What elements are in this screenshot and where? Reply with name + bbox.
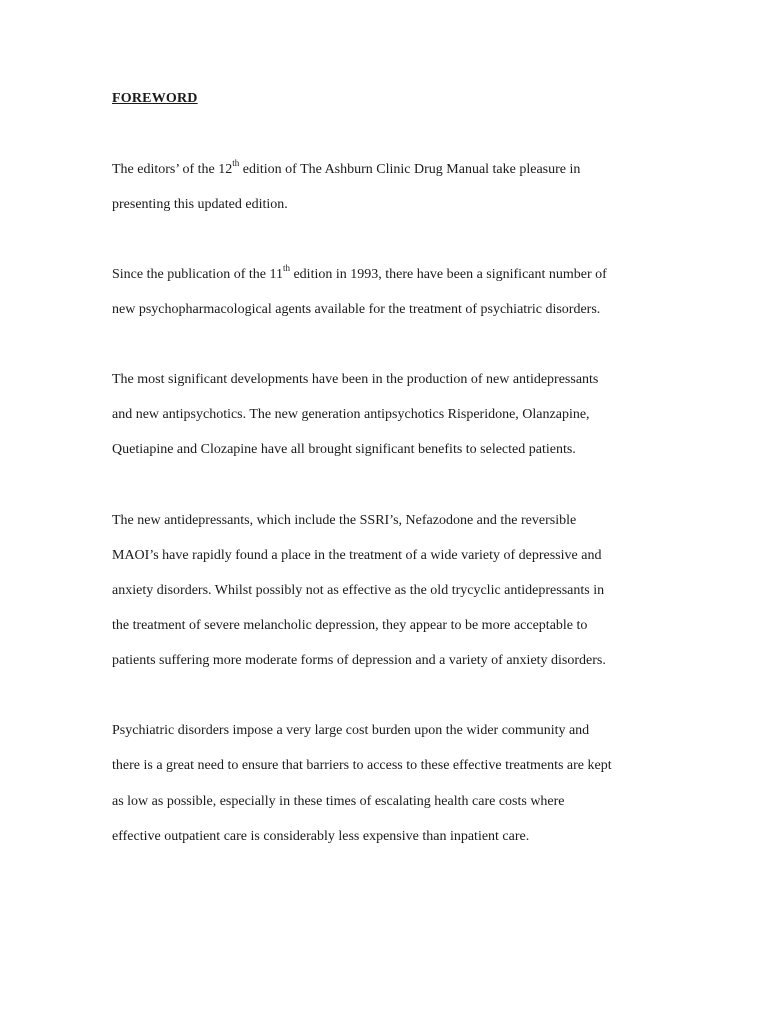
paragraph-5-line-1: Psychiatric disorders impose a very large cost burden upon the wider community and <box>112 723 590 738</box>
paragraph-2-line-2: new psychopharmacological agents available for the treatment of psychiatric disorders. <box>112 302 601 317</box>
paragraph-3-line-2: and new antipsychotics. The new generation antipsychotics Risperidone, Olanzapine, <box>112 407 590 422</box>
paragraph-3-line-1: The most significant developments have been in the production of new antidepressants <box>112 372 599 387</box>
paragraph-4-line-5: patients suffering more moderate forms of depression and a variety of anxiety disorders. <box>112 653 606 668</box>
paragraph-4-line-2: MAOI’s have rapidly found a place in the treatment of a wide variety of depressive and <box>112 548 602 563</box>
superscript: th <box>282 263 290 274</box>
superscript: th <box>232 158 240 169</box>
paragraph-1-line-1 <box>112 158 581 179</box>
paragraph-5-line-2: there is a great need to ensure that barriers to access to these effective treatments are kept <box>112 758 612 773</box>
paragraph-5-line-3: as low as possible, especially in these times of escalating health care costs where <box>112 794 565 809</box>
paragraph-4-line-4: the treatment of severe melancholic depression, they appear to be more acceptable to <box>112 618 588 633</box>
paragraph-3-line-3: Quetiapine and Clozapine have all brought significant benefits to selected patients. <box>112 442 576 457</box>
page-title: FOREWORD <box>112 91 198 106</box>
text-run: Since the publication of the 11 <box>112 267 283 282</box>
text-run: The editors’ of the 12 <box>112 162 233 177</box>
paragraph-4-line-1: The new antidepressants, which include the SSRI’s, Nefazodone and the reversible <box>112 513 577 528</box>
paragraph-4-line-3: anxiety disorders. Whilst possibly not as effective as the old trycyclic antidepressants in <box>112 583 605 598</box>
paragraph-2-line-1 <box>112 263 607 284</box>
text-run: edition in 1993, there have been a significant number of <box>289 267 607 282</box>
paragraph-5-line-4: effective outpatient care is considerably less expensive than inpatient care. <box>112 829 530 844</box>
text-run: edition of The Ashburn Clinic Drug Manual take pleasure in <box>239 162 581 177</box>
paragraph-1-line-2: presenting this updated edition. <box>112 197 288 212</box>
